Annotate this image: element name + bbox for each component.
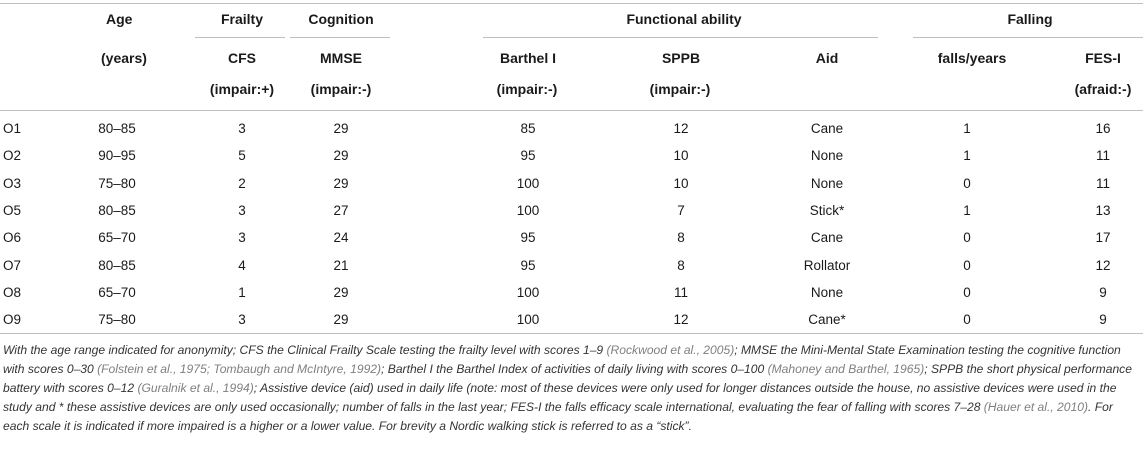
cell-fesi: 9 <box>1099 312 1107 328</box>
frailty-underline <box>195 37 285 38</box>
header-frailty: Frailty <box>220 11 264 27</box>
cell-mmse: 21 <box>333 257 349 273</box>
footnote-text: ; MMSE the Mini-Mental State Examination testing the cognitive function with scores 0–30 <box>3 343 1121 376</box>
footnote-text: ; Barthel I the Barthel Index of activities of daily living with scores 0–100 <box>381 362 768 376</box>
cell-id: O3 <box>3 175 22 191</box>
cell-sppb: 11 <box>673 284 689 300</box>
citation-link[interactable]: (Guralnik et al., 1994) <box>137 381 254 395</box>
cell-mmse: 29 <box>333 121 349 136</box>
cell-mmse: 29 <box>333 148 349 164</box>
header-fesi-impair: (afraid:-) <box>1074 81 1132 97</box>
cell-id: O7 <box>3 257 22 273</box>
cell-sppb: 10 <box>673 148 689 164</box>
cell-cfs: 4 <box>238 257 246 273</box>
cell-mmse: 29 <box>333 175 349 191</box>
cell-barthel: 100 <box>516 202 540 218</box>
header-sppb-impair: (impair:-) <box>649 81 711 97</box>
footnote-text: . For each scale it is indicated if more impaired is a higher or a lower value. For brevity a Nordic walking stick is referred to as a “stick”. <box>3 400 1113 433</box>
cell-mmse: 29 <box>333 284 349 300</box>
cell-age: 80–85 <box>98 257 136 273</box>
footnote-text: With the age range indicated for anonymity; CFS the Clinical Frailty Scale testing the frailty level with scores 1–9 <box>3 343 607 357</box>
cell-falls: 1 <box>963 148 971 164</box>
cell-sppb: 7 <box>677 202 685 218</box>
cell-sppb: 10 <box>673 175 689 191</box>
cell-id: O9 <box>3 312 22 328</box>
citation-link[interactable]: (Hauer et al., 2010) <box>983 400 1088 414</box>
cell-age: 75–80 <box>98 175 136 191</box>
header-barthel: Barthel I <box>499 50 557 66</box>
functional-underline <box>483 37 878 38</box>
cell-falls: 0 <box>963 312 971 328</box>
cell-barthel: 95 <box>520 148 536 164</box>
cell-barthel: 100 <box>516 312 540 328</box>
cell-cfs: 5 <box>238 148 246 164</box>
cell-id: O6 <box>3 230 22 246</box>
header-cognition: Cognition <box>308 11 374 27</box>
cell-aid: Cane* <box>808 312 846 328</box>
cell-id: O8 <box>3 284 22 300</box>
cell-sppb: 12 <box>673 312 689 328</box>
header-falls: falls/years <box>937 50 1007 66</box>
cell-id: O5 <box>3 202 22 218</box>
table-footnote <box>3 341 1139 436</box>
cell-mmse: 27 <box>333 202 349 218</box>
header-functional: Functional ability <box>626 11 742 27</box>
falling-underline <box>913 37 1143 38</box>
cell-falls: 0 <box>963 284 971 300</box>
cell-falls: 1 <box>963 202 971 218</box>
cell-barthel: 100 <box>516 175 540 191</box>
cell-age: 75–80 <box>98 312 136 328</box>
cell-barthel: 95 <box>520 230 536 246</box>
cell-fesi: 9 <box>1099 284 1107 300</box>
cell-cfs: 2 <box>238 175 246 191</box>
cognition-underline <box>290 37 390 38</box>
cell-cfs: 3 <box>238 121 246 136</box>
cell-aid: Cane <box>810 121 844 136</box>
footnote-text: ; Assistive device (aid) used in daily life (note: most of these devices were only used for longer distances outside the house, no assistive devices were used in the study and * these assistive devices are only used occasionally; number of falls in the last year; FES-I the falls efficacy scale international, evaluating the fear of falling with scores 7–28 <box>3 381 1117 414</box>
header-cfs-impair: (impair:+) <box>209 81 275 97</box>
cell-id: O2 <box>3 148 22 164</box>
cell-mmse: 24 <box>333 230 349 246</box>
cell-aid: Stick* <box>809 202 845 218</box>
cell-barthel: 85 <box>520 121 536 136</box>
cell-barthel: 95 <box>520 257 536 273</box>
cell-falls: 0 <box>963 257 971 273</box>
cell-id: O1 <box>3 121 22 136</box>
cell-sppb: 8 <box>677 257 685 273</box>
cell-age: 90–95 <box>98 148 136 164</box>
cell-falls: 1 <box>963 121 971 136</box>
header-cfs: CFS <box>228 50 256 66</box>
body-bottom-rule <box>0 333 1143 334</box>
citation-link[interactable]: (Mahoney and Barthel, 1965) <box>767 362 925 376</box>
cell-mmse: 29 <box>333 312 349 328</box>
cell-fesi: 11 <box>1095 175 1111 191</box>
cell-fesi: 11 <box>1095 148 1111 164</box>
header-age-unit: (years) <box>101 50 147 66</box>
header-sppb: SPPB <box>661 50 701 66</box>
citation-link[interactable]: (Folstein et al., 1975; Tombaugh and McIntyre, 1992) <box>97 362 382 376</box>
cell-fesi: 16 <box>1095 121 1111 136</box>
header-falling: Falling <box>1007 11 1053 27</box>
header-barthel-impair: (impair:-) <box>496 81 558 97</box>
cell-fesi: 13 <box>1095 202 1111 218</box>
cell-aid: None <box>810 284 844 300</box>
header-fesi: FES-I <box>1085 50 1121 66</box>
cell-fesi: 17 <box>1095 230 1111 246</box>
top-rule <box>0 3 1143 4</box>
header-mmse: MMSE <box>320 50 362 66</box>
cell-aid: Rollator <box>803 257 851 273</box>
cell-falls: 0 <box>963 175 971 191</box>
cell-age: 65–70 <box>98 230 136 246</box>
cell-cfs: 1 <box>238 284 246 300</box>
cell-aid: Cane <box>810 230 844 246</box>
header-age: Age <box>106 11 133 27</box>
cell-cfs: 3 <box>238 202 246 218</box>
cell-sppb: 12 <box>673 121 689 136</box>
header-mmse-impair: (impair:-) <box>310 81 372 97</box>
cell-aid: None <box>810 175 844 191</box>
cell-cfs: 3 <box>238 230 246 246</box>
cell-cfs: 3 <box>238 312 246 328</box>
cell-fesi: 12 <box>1095 257 1111 273</box>
cell-age: 65–70 <box>98 284 136 300</box>
cell-barthel: 100 <box>516 284 540 300</box>
cell-aid: None <box>810 148 844 164</box>
cell-falls: 0 <box>963 230 971 246</box>
citation-link[interactable]: (Rockwood et al., 2005) <box>606 343 735 357</box>
cell-age: 80–85 <box>98 202 136 218</box>
header-aid: Aid <box>815 50 839 66</box>
footnote-text: ; SPPB the short physical performance battery with scores 0–12 <box>3 362 1132 395</box>
header-bottom-rule <box>0 110 1143 111</box>
cell-sppb: 8 <box>677 230 685 246</box>
cell-age: 80–85 <box>98 121 136 136</box>
